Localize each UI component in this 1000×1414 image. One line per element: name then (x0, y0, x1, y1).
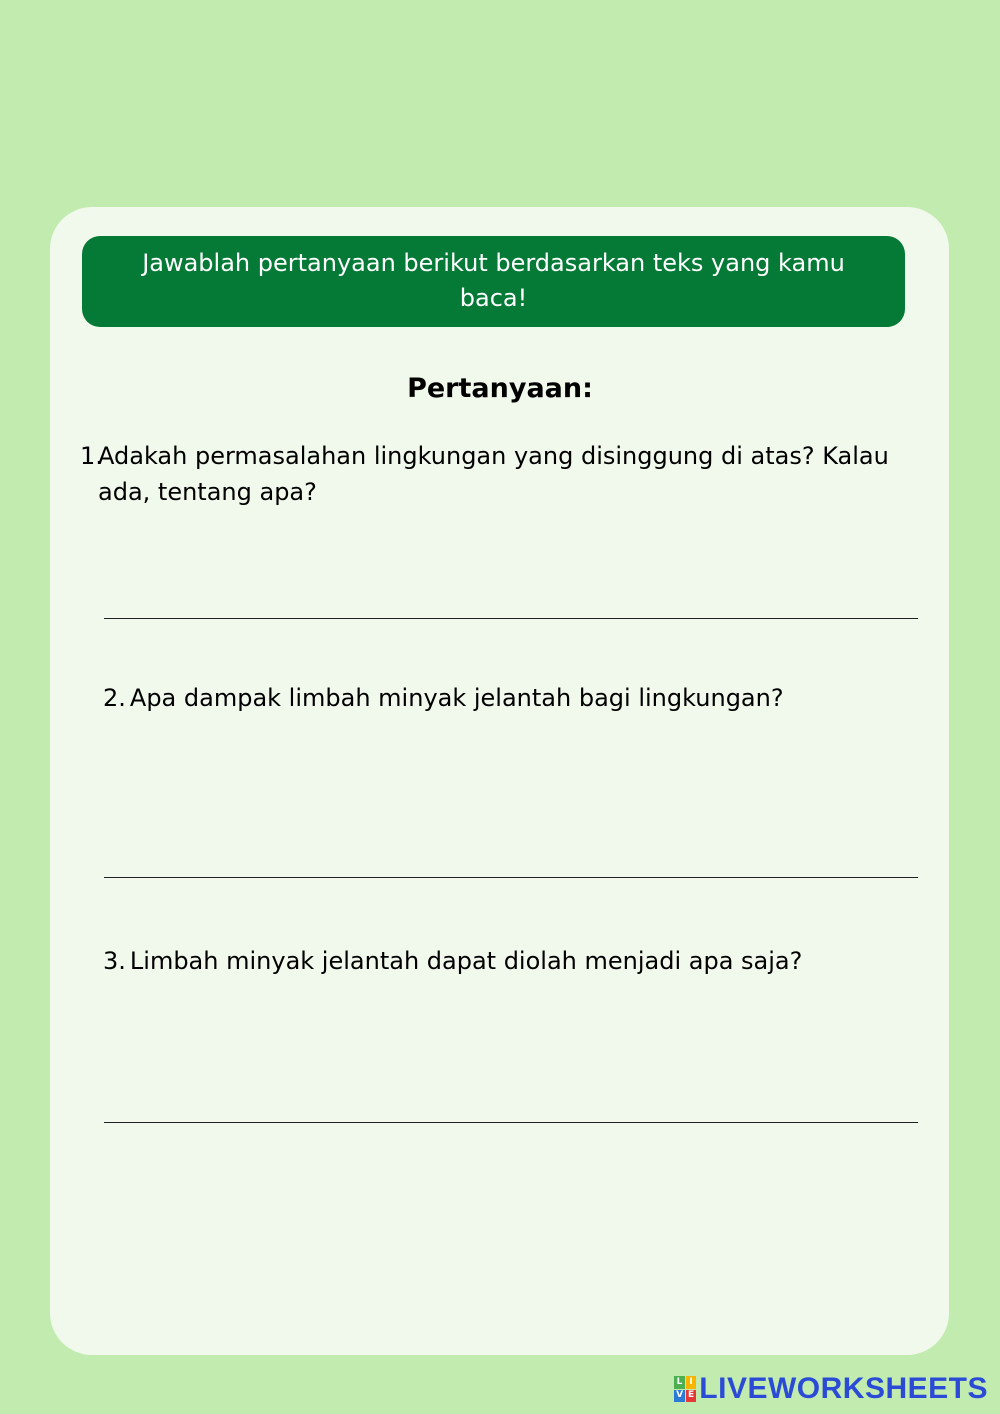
question-text: Apa dampak limbah minyak jelantah bagi lingkungan? (129, 684, 784, 712)
question-3 (103, 943, 903, 979)
logo-text: LIVEWORKSHEETS (699, 1372, 988, 1405)
question-text: Limbah minyak jelantah dapat diolah menjadi apa saja? (129, 947, 803, 975)
liveworksheets-logo-icon: L I V E (674, 1376, 696, 1402)
liveworksheets-logo (674, 1373, 988, 1405)
question-1 (80, 438, 900, 510)
question-text: Adakah permasalahan lingkungan yang disinggung di atas? Kalau ada, tentang apa? (98, 442, 889, 506)
answer-line-3[interactable] (104, 1122, 918, 1123)
questions-heading: Pertanyaan: (407, 373, 593, 404)
question-number: 3. (103, 947, 126, 975)
question-number: 1. (80, 442, 103, 470)
question-2 (103, 680, 903, 716)
question-number: 2. (103, 684, 126, 712)
answer-line-1[interactable] (104, 618, 918, 619)
answer-line-2[interactable] (104, 877, 918, 878)
instruction-text: Jawablah pertanyaan berikut berdasarkan teks yang kamu baca! (142, 249, 845, 312)
instruction-banner (82, 236, 905, 327)
